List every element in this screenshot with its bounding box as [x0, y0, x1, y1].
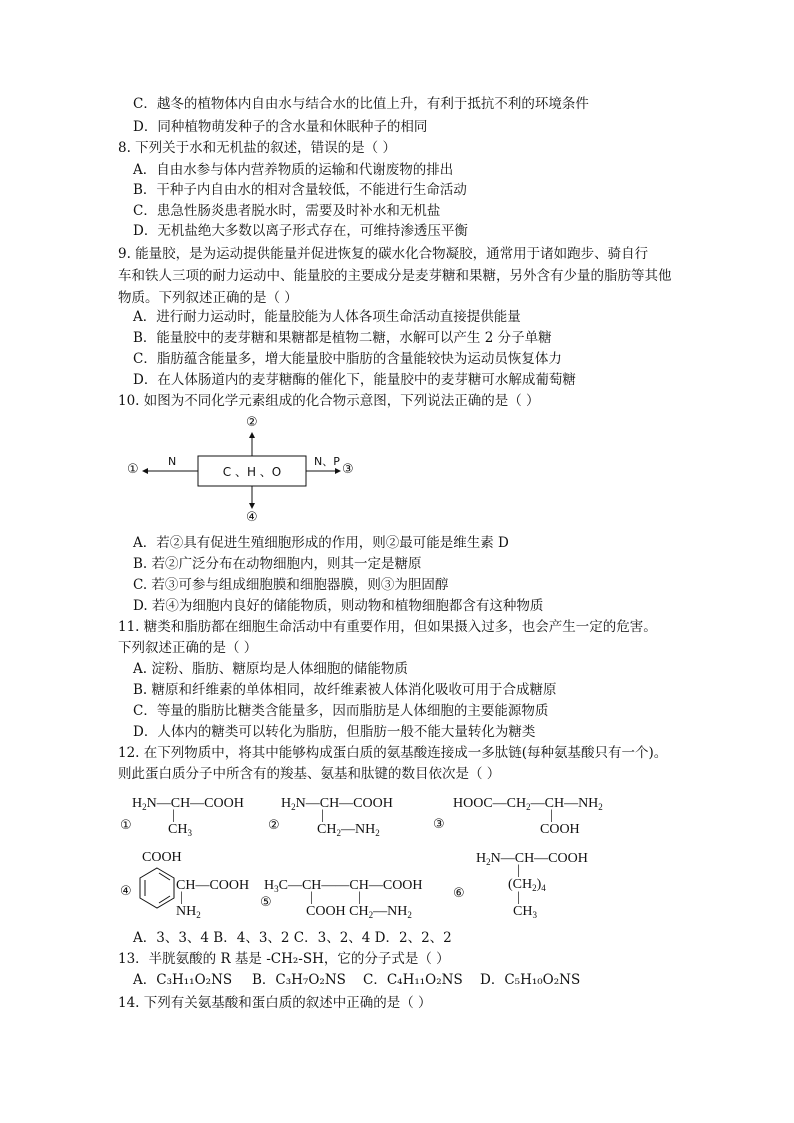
q10-option-c: C. 若③可参与组成细胞膜和细胞器膜，则③为胆固醇: [133, 577, 449, 593]
structure-3-r-group: COOH: [540, 822, 580, 837]
q8-option-a: A．自由水参与体内营养物质的运输和代谢废物的排出: [133, 162, 454, 178]
right-arrow-label: N、P: [314, 455, 340, 468]
q14-stem: 14. 下列有关氨基酸和蛋白质的叙述中正确的是（ ）: [118, 995, 432, 1011]
structure-4-bond: |: [180, 890, 183, 905]
q13-stem: 13．半胱氨酸的 R 基是 -CH₂-SH，它的分子式是（ ）: [118, 951, 450, 967]
q8-option-b: B．干种子内自由水的相对含量较低，不能进行生命活动: [133, 182, 467, 198]
q11-stem-line1: 11. 糖类和脂肪都在细胞生命活动中有重要作用，但如果摄入过多，也会产生一定的危害。: [118, 619, 657, 635]
structure-2-bond: |: [321, 808, 324, 823]
structure-2-r-group: $CH_2—NH_2$: [317, 822, 380, 838]
node-3: ③: [342, 462, 354, 477]
q7-option-d: D．同种植物萌发种子的含水量和休眠种子的相同: [133, 119, 428, 135]
structure-4-benzene-ring: [137, 866, 177, 910]
q10-stem: 10. 如图为不同化学元素组成的化合物示意图，下列说法正确的是（ ）: [118, 393, 540, 409]
q9-stem-line3: 物质。下列叙述正确的是（ ）: [118, 290, 298, 306]
structure-3-bond: |: [550, 808, 553, 823]
structure-label-3: ③: [433, 817, 445, 832]
structure-label-6: ⑥: [453, 886, 465, 901]
left-arrow-label: N: [168, 455, 177, 468]
q9-option-c: C．脂肪蕴含能量多，增大能量胶中脂肪的含量能较快为运动员恢复体力: [133, 351, 562, 367]
q10-option-a: A．若②具有促进生殖细胞形成的作用，则②最可能是维生素 D: [133, 535, 509, 551]
structure-5-sub: COOH $CH_2—NH_2$: [306, 904, 412, 920]
q8-option-c: C．患急性肠炎患者脱水时，需要及时补水和无机盐: [133, 203, 441, 219]
q11-option-b: B. 糖原和纤维素的单体相同，故纤维素被人体消化吸收可用于合成糖原: [133, 682, 557, 698]
q9-stem-line1: 9. 能量胶，是为运动提供能量并促进恢复的碳水化合物凝胶，通常用于诸如跑步、骑自行: [118, 246, 649, 262]
structure-5-bond-1: |: [310, 890, 313, 905]
structure-1-r-group: $CH_3$: [168, 822, 192, 838]
structure-6-ch3: $CH_3$: [513, 904, 537, 920]
structure-4-cooh: COOH: [142, 850, 182, 865]
structure-label-1: ①: [120, 818, 132, 833]
structure-6-main: $H_2N—CH—COOH$: [476, 851, 588, 867]
q7-option-c: C．越冬的植物体内自由水与结合水的比值上升，有利于抵抗不利的环境条件: [133, 96, 589, 112]
structure-label-2: ②: [268, 818, 280, 833]
structure-6-bond-1: |: [517, 863, 520, 878]
structure-2-main: $H_2N—CH—COOH$: [281, 796, 393, 812]
q10-option-d: D. 若④为细胞内良好的储能物质，则动物和植物细胞都含有这种物质: [133, 598, 544, 614]
q11-stem-line2: 下列叙述正确的是（ ）: [118, 640, 258, 656]
q11-option-a: A. 淀粉、脂肪、糖原均是人体细胞的储能物质: [133, 661, 408, 677]
structure-4-main: CH—COOH: [176, 878, 250, 893]
structure-6-chain: $(CH_2)_4$: [508, 877, 546, 893]
q9-option-d: D．在人体肠道内的麦芽糖酶的催化下，能量胶中的麦芽糖可水解成葡萄糖: [133, 372, 576, 388]
structure-5-main: $H_3C—CH——CH—COOH$: [264, 878, 423, 894]
q12-choices: A．3、3、4 B．4、3、2 C．3、2、4 D．2、2、2: [133, 930, 452, 946]
q11-option-c: C．等量的脂肪比糖类含能量多，因而脂肪是人体细胞的主要能源物质: [133, 703, 549, 719]
q9-stem-line2: 车和铁人三项的耐力运动中、能量胶的主要成分是麦芽糖和果糖，另外含有少量的脂肪等其他: [118, 268, 672, 284]
q9-option-a: A．进行耐力运动时，能量胶能为人体各项生命活动直接提供能量: [133, 309, 521, 325]
node-4: ④: [246, 510, 258, 525]
q13-option-d: D．C₅H₁₀O₂NS: [480, 972, 581, 988]
q11-option-d: D．人体内的糖类可以转化为脂肪，但脂肪一般不能大量转化为糖类: [133, 724, 536, 740]
structure-label-5: ⑤: [260, 895, 272, 910]
q13-option-b: B．C₃H₇O₂NS: [252, 972, 346, 988]
center-elements: C 、H 、O: [222, 465, 282, 479]
q12-stem-line2: 则此蛋白质分子中所含有的羧基、氨基和肽键的数目依次是（ ）: [118, 766, 501, 782]
structure-4-nh2: $NH_2$: [176, 904, 201, 920]
q10-diagram: [120, 410, 370, 530]
node-1: ①: [127, 462, 139, 477]
structure-6-bond-2: |: [517, 890, 520, 905]
structure-1-main: $H_2N—CH—COOH$: [132, 796, 244, 812]
structure-3-main: $HOOC—CH_2—CH—NH_2$: [453, 796, 603, 812]
q13-option-a: A．C₃H₁₁O₂NS: [133, 972, 233, 988]
structure-5-bond-2: |: [358, 890, 361, 905]
q10-option-b: B. 若②广泛分布在动物细胞内，则其一定是糖原: [133, 556, 422, 572]
q8-option-d: D．无机盐绝大多数以离子形式存在，可维持渗透压平衡: [133, 223, 468, 239]
structure-label-4: ④: [120, 884, 132, 899]
q8-stem: 8. 下列关于水和无机盐的叙述，错误的是（ ）: [118, 140, 396, 156]
q12-stem-line1: 12. 在下列物质中，将其中能够构成蛋白质的氨基酸连接成一多肽链(每种氨基酸只有一个)。: [118, 745, 668, 761]
q13-option-c: C．C₄H₁₁O₂NS: [363, 972, 463, 988]
structure-1-bond: |: [172, 808, 175, 823]
node-2: ②: [246, 415, 258, 430]
q9-option-b: B．能量胶中的麦芽糖和果糖都是植物二糖，水解可以产生 2 分子单糖: [133, 330, 552, 346]
